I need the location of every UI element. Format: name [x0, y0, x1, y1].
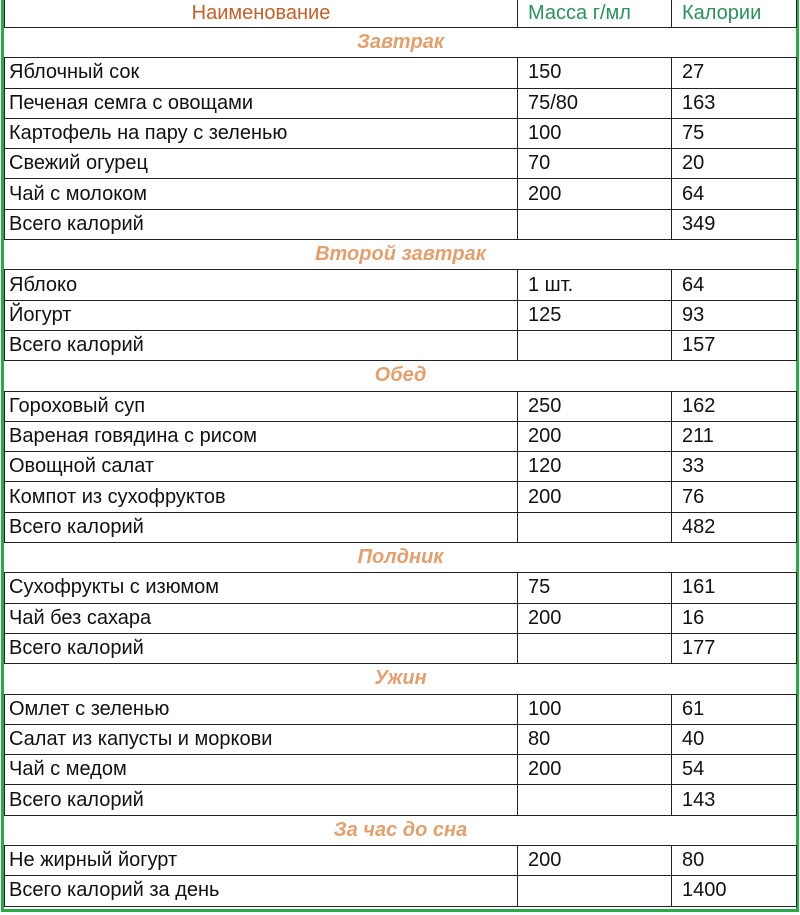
calorie-table — [4, 0, 797, 907]
calories-cell: 482 — [672, 512, 797, 542]
table-row — [5, 118, 797, 148]
section-header-row — [5, 28, 797, 58]
calories-cell: 76 — [672, 482, 797, 512]
column-header-mass: Масса г/мл — [518, 0, 672, 28]
table-row — [5, 270, 797, 300]
calories-cell: 16 — [672, 603, 797, 633]
calories-cell: 40 — [672, 724, 797, 754]
header-row — [5, 0, 797, 28]
item-name-cell: Всего калорий — [5, 785, 518, 815]
calories-cell: 64 — [672, 270, 797, 300]
calories-cell: 20 — [672, 149, 797, 179]
mass-cell — [518, 209, 672, 239]
table-row — [5, 724, 797, 754]
mass-cell — [518, 633, 672, 663]
column-header-name: Наименование — [5, 0, 518, 28]
mass-cell: 75 — [518, 573, 672, 603]
mass-cell: 100 — [518, 118, 672, 148]
mass-cell: 120 — [518, 452, 672, 482]
table-row — [5, 755, 797, 785]
item-name-cell: Омлет с зеленью — [5, 694, 518, 724]
table-row — [5, 88, 797, 118]
item-name-cell: Всего калорий — [5, 633, 518, 663]
table-row — [5, 330, 797, 360]
section-title: Ужин — [5, 664, 797, 694]
table-row — [5, 846, 797, 876]
calories-cell: 27 — [672, 58, 797, 88]
mass-cell: 125 — [518, 300, 672, 330]
item-name-cell: Чай без сахара — [5, 603, 518, 633]
table-row — [5, 876, 797, 906]
mass-cell: 200 — [518, 846, 672, 876]
mass-cell: 1 шт. — [518, 270, 672, 300]
item-name-cell: Всего калорий — [5, 209, 518, 239]
table-row — [5, 573, 797, 603]
mass-cell: 200 — [518, 179, 672, 209]
item-name-cell: Чай с молоком — [5, 179, 518, 209]
calories-cell: 161 — [672, 573, 797, 603]
mass-cell: 70 — [518, 149, 672, 179]
mass-cell: 200 — [518, 603, 672, 633]
section-title: Обед — [5, 361, 797, 391]
table-row — [5, 391, 797, 421]
item-name-cell: Всего калорий — [5, 512, 518, 542]
mass-cell: 75/80 — [518, 88, 672, 118]
table-row — [5, 179, 797, 209]
mass-cell — [518, 785, 672, 815]
calories-cell: 157 — [672, 330, 797, 360]
mass-cell — [518, 876, 672, 906]
item-name-cell: Всего калорий за день — [5, 876, 518, 906]
item-name-cell: Свежий огурец — [5, 149, 518, 179]
item-name-cell: Йогурт — [5, 300, 518, 330]
calories-cell: 33 — [672, 452, 797, 482]
item-name-cell: Компот из сухофруктов — [5, 482, 518, 512]
table-row — [5, 300, 797, 330]
table-row — [5, 58, 797, 88]
table-row — [5, 421, 797, 451]
item-name-cell: Всего калорий — [5, 330, 518, 360]
mass-cell: 150 — [518, 58, 672, 88]
item-name-cell: Не жирный йогурт — [5, 846, 518, 876]
item-name-cell: Вареная говядина с рисом — [5, 421, 518, 451]
section-header-row — [5, 664, 797, 694]
mass-cell: 80 — [518, 724, 672, 754]
table-row — [5, 482, 797, 512]
table-row — [5, 149, 797, 179]
calories-cell: 1400 — [672, 876, 797, 906]
table-row — [5, 452, 797, 482]
section-title: Второй завтрак — [5, 240, 797, 270]
item-name-cell: Печеная семга с овощами — [5, 88, 518, 118]
item-name-cell: Гороховый суп — [5, 391, 518, 421]
item-name-cell: Яблочный сок — [5, 58, 518, 88]
mass-cell: 200 — [518, 755, 672, 785]
section-title: Полдник — [5, 543, 797, 573]
table-body — [5, 28, 797, 907]
mass-cell: 200 — [518, 482, 672, 512]
section-title: За час до сна — [5, 815, 797, 845]
section-header-row — [5, 361, 797, 391]
calories-cell: 349 — [672, 209, 797, 239]
calories-cell: 61 — [672, 694, 797, 724]
table-row — [5, 209, 797, 239]
mass-cell: 250 — [518, 391, 672, 421]
table-row — [5, 512, 797, 542]
mass-cell: 200 — [518, 421, 672, 451]
table-row — [5, 633, 797, 663]
calories-cell: 211 — [672, 421, 797, 451]
calories-cell: 80 — [672, 846, 797, 876]
mass-cell — [518, 512, 672, 542]
item-name-cell: Салат из капусты и моркови — [5, 724, 518, 754]
calories-cell: 93 — [672, 300, 797, 330]
section-title: Завтрак — [5, 28, 797, 58]
calories-cell: 75 — [672, 118, 797, 148]
calories-cell: 162 — [672, 391, 797, 421]
item-name-cell: Сухофрукты с изюмом — [5, 573, 518, 603]
section-header-row — [5, 543, 797, 573]
calories-cell: 177 — [672, 633, 797, 663]
item-name-cell: Овощной салат — [5, 452, 518, 482]
calories-cell: 64 — [672, 179, 797, 209]
item-name-cell: Чай с медом — [5, 755, 518, 785]
column-header-calories: Калории — [672, 0, 797, 28]
section-header-row — [5, 240, 797, 270]
mass-cell: 100 — [518, 694, 672, 724]
table-row — [5, 785, 797, 815]
calories-cell: 54 — [672, 755, 797, 785]
item-name-cell: Яблоко — [5, 270, 518, 300]
section-header-row — [5, 815, 797, 845]
item-name-cell: Картофель на пару с зеленью — [5, 118, 518, 148]
calories-cell: 143 — [672, 785, 797, 815]
calories-cell: 163 — [672, 88, 797, 118]
mass-cell — [518, 330, 672, 360]
table-row — [5, 694, 797, 724]
table-row — [5, 603, 797, 633]
